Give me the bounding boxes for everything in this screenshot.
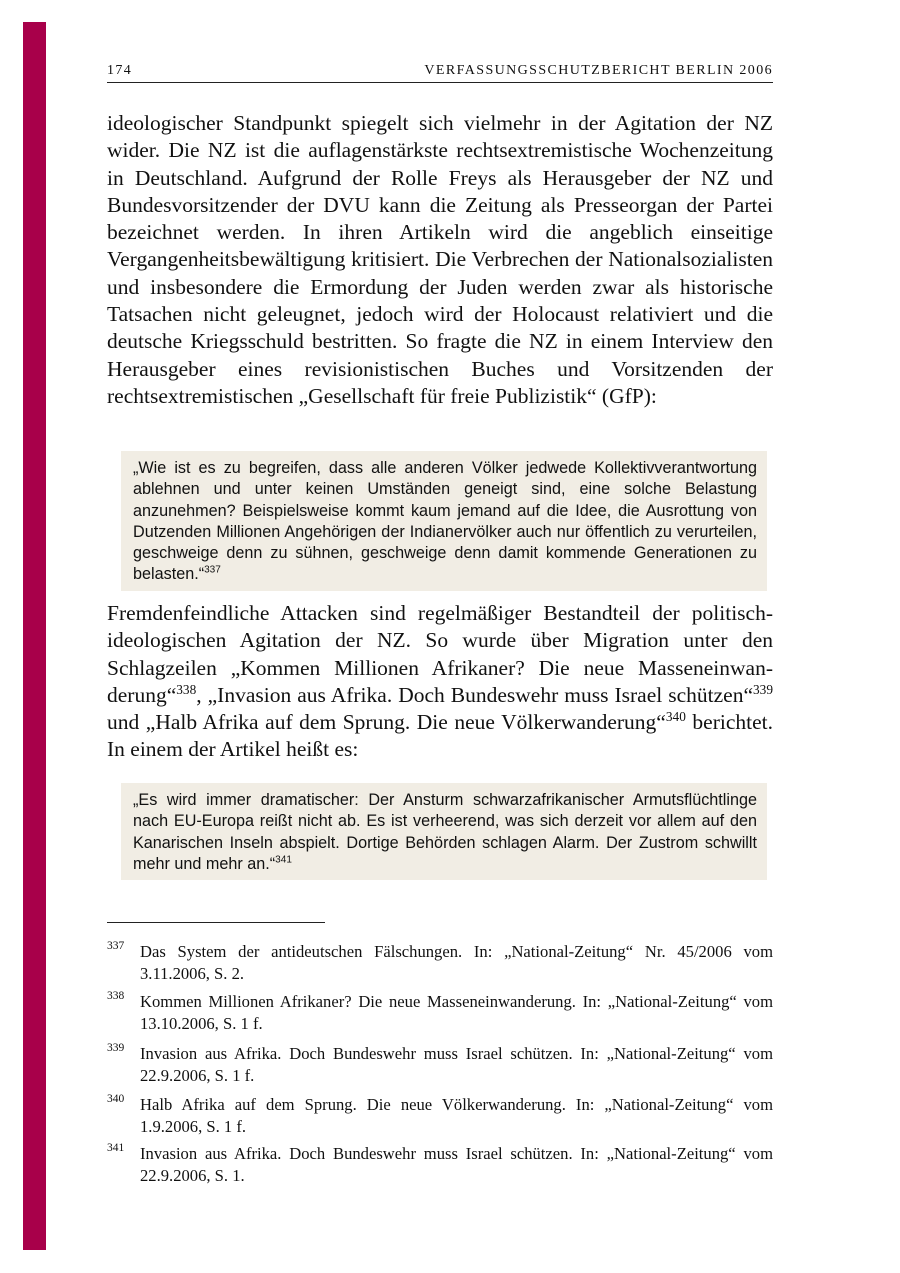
footnote-ref-338[interactable]: 338 [176,681,197,697]
page-number: 174 [107,63,133,78]
footnote-number: 337 [107,940,125,952]
paragraph-2-part-1: Fremdenfeindliche Attacken sind regelmäßiger Bestandteil der politisch-ideologischen Agitation der NZ. So wurde über Migration unter den Schlagzeilen „Kommen Millionen Afrikaner? Die neue Masseneinwanderung“ [107,601,773,707]
footnote-number: 340 [107,1093,125,1105]
footnote-number: 339 [107,1042,125,1054]
body-paragraph-2 [107,600,773,764]
footnote-ref-339[interactable]: 339 [753,681,773,697]
running-header [107,62,773,83]
footnote-item [107,1043,773,1087]
block-quote-1 [121,451,767,591]
paragraph-2-part-4: berichtet. In einem der Artikel heißt es: [107,710,773,762]
footnote-number: 338 [107,990,125,1002]
footnote-item [107,991,773,1035]
footnote-ref-341[interactable]: 341 [275,854,292,866]
footnote-text: Das System der antideutschen Fälschungen. In: „National-Zeitung“ Nr. 45/2006 vom 3.11.2006, S. 2. [140,942,773,983]
footnote-separator [107,922,325,923]
footnote-text: Kommen Millionen Afrikaner? Die neue Masseneinwanderung. In: „National-Zeitung“ vom 13.10.2006, S. 1 f. [140,992,773,1033]
paragraph-2-part-3: und „Halb Afrika auf dem Sprung. Die neue Völkerwanderung“ [107,710,666,735]
block-quote-2 [121,783,767,880]
paragraph-2-part-2: , „Invasion aus Afrika. Doch Bundeswehr muss Israel schützen“ [196,682,753,707]
footnote-number: 341 [107,1142,125,1154]
footnote-text: Invasion aus Afrika. Doch Bundeswehr muss Israel schützen. In: „National-Zeitung“ vom 22.9.2006, S. 1 f. [140,1044,773,1085]
decorative-side-bar [23,22,46,1250]
footnote-ref-340[interactable]: 340 [665,709,686,725]
footnote-text: Halb Afrika auf dem Sprung. Die neue Völkerwanderung. In: „National-Zeitung“ vom 1.9.2006, S. 1 f. [140,1095,773,1136]
quote-1-text: „Wie ist es zu begreifen, dass alle anderen Völker jedwede Kollektivverantwortung ablehnen und unter keinen Umständen geneigt sind, eine solche Belastung anzunehmen? Beispielsweise kommt kaum jemand auf die Idee, die Ausrottung von Dutzenden Millionen Angehörigen der Indianervölker auch nur öffentlich zu verurteilen, geschweige denn zu sühnen, geschweige denn damit kommende Generationen zu belasten.“ [133,459,757,584]
footnote-ref-337[interactable]: 337 [204,565,221,577]
footnote-item [107,1094,773,1138]
footnote-text: Invasion aus Afrika. Doch Bundeswehr muss Israel schützen. In: „National-Zeitung“ vom 22.9.2006, S. 1. [140,1144,773,1185]
footnote-item [107,941,773,985]
running-title: VERFASSUNGSSCHUTZBERICHT BERLIN 2006 [424,63,773,78]
body-paragraph-1: ideologischer Standpunkt spiegelt sich vielmehr in der Agitation der NZ wider. Die NZ ist die auflagenstärkste rechtsextremistische Wochenzeitung in Deutschland. Aufgrund der Rolle Freys als Herausgeber der NZ und Bundesvorsitzender der DVU kann die Zeitung als Presseorgan der Partei bezeichnet werden. In ihren Artikeln wird die angeblich einseitige Vergangenheitsbewältigung kritisiert. Die Verbrechen der Nationalsozialisten und insbesondere die Ermordung der Juden werden zwar als historische Tatsachen nicht geleugnet, jedoch wird der Holocaust relativiert und die deutsche Kriegsschuld bestritten. So fragte die NZ in einem Interview den Herausgeber eines revisionistischen Buches und Vorsitzenden der rechtsextremistischen „Gesellschaft für freie Publizistik“ (GfP): [107,111,773,408]
quote-2-text: „Es wird immer dramatischer: Der Ansturm schwarzafrikanischer Armutsflüchtlinge nach EU-Europa reißt nicht ab. Es ist verheerend, was sich derzeit vor allem auf den Kanarischen Inseln abspielt. Dortige Behörden schlagen Alarm. Der Zustrom schwillt mehr und mehr an.“ [133,791,757,873]
footnote-item [107,1143,773,1187]
